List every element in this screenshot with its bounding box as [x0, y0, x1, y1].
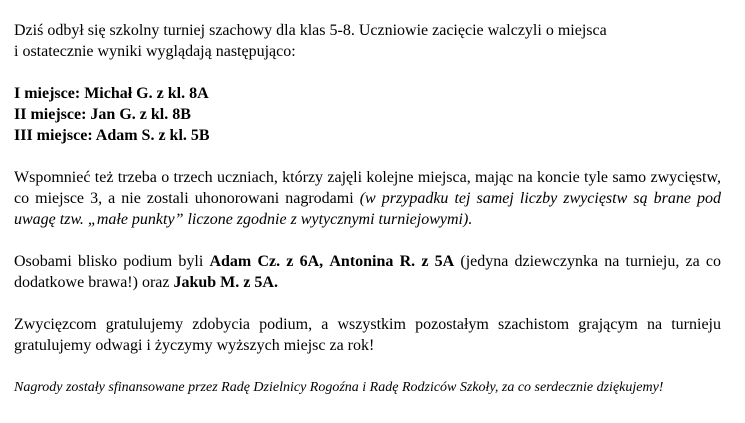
- result-third-place: III miejsce: Adam S. z kl. 5B: [14, 127, 210, 144]
- spacer: [14, 293, 721, 314]
- result-second-place: II miejsce: Jan G. z kl. 8B: [14, 106, 191, 123]
- spacer: [14, 230, 721, 251]
- spacer: [14, 356, 721, 377]
- results-list: [14, 83, 721, 146]
- intro-line-1: Dziś odbył się szkolny turniej szachowy dla klas 5-8. Uczniowie zacięcie walczyli o miejsca: [14, 22, 607, 39]
- podium-name-3: Jakub M. z 5A.: [173, 274, 278, 291]
- podium-name-2: Antonina R. z 5A: [329, 253, 455, 270]
- intro-paragraph: [14, 20, 721, 62]
- congrats-paragraph: Zwycięzcom gratulujemy zdobycia podium, a wszystkim pozostałym szachistom grającym na turnieju gratulujemy odwagi i życzymy wyższych miejsc za rok!: [14, 316, 721, 354]
- ties-text: Wspomnieć też trzeba o trzech uczniach, którzy zajęli kolejne miejsca, mając na koncie tyle samo zwycięstw, co miejsce 3, a nie zostali uhonorowani nagrodami: [14, 169, 721, 207]
- spacer: [14, 62, 721, 83]
- podium-middle: (jedyna dziewczynka na turnieju, za co dodatkowe brawa!) oraz: [14, 253, 722, 291]
- podium-name-1: Adam Cz. z 6A,: [209, 253, 324, 270]
- ties-italic-note: (w przypadku tej samej liczby zwycięstw są brane pod uwagę tzw. „małe punkty” liczone zgodnie z wytycznymi turniejowymi).: [14, 190, 722, 228]
- spacer: [14, 146, 721, 167]
- sponsor-note: Nagrody zostały sfinansowane przez Radę Dzielnicy Rogoźna i Radę Rodziców Szkoły, za co serdecznie dziękujemy!: [14, 380, 664, 395]
- podium-prefix: Osobami blisko podium byli: [14, 253, 210, 270]
- podium-paragraph: [14, 251, 721, 293]
- ties-paragraph: [14, 167, 721, 230]
- document-body: [14, 20, 721, 397]
- result-first-place: I miejsce: Michał G. z kl. 8A: [14, 85, 209, 102]
- intro-line-2: i ostatecznie wyniki wyglądają następująco:: [14, 43, 296, 60]
